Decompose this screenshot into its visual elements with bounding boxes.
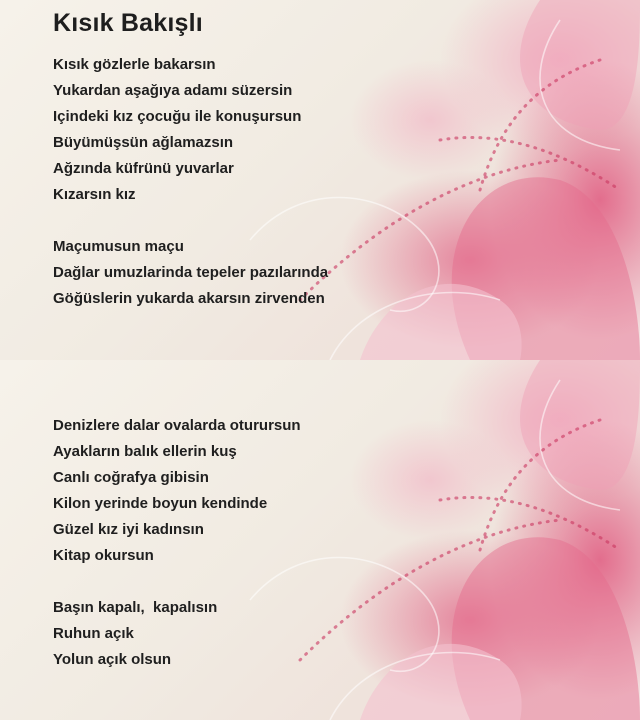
poem-line: Güzel kız iyi kadınsın — [53, 521, 204, 538]
poem-line: Ruhun açık — [53, 625, 134, 642]
poem-line: Kilon yerinde boyun kendinde — [53, 495, 268, 512]
poem-line-blank — [53, 208, 328, 234]
poem-line: Ayakların balık ellerin kuş — [53, 443, 237, 460]
stanza-list-bottom — [53, 413, 301, 673]
poem-line: Maçumusun maçu — [53, 238, 184, 255]
poem-line: Denizlere dalar ovalarda oturursun — [53, 417, 301, 434]
poem-line: Ağzında küfrünü yuvarlar — [53, 160, 234, 177]
poem-line: Kızarsın kız — [53, 186, 136, 203]
poem-title: Kısık Bakışlı — [53, 9, 203, 37]
poem-line: Kitap okursun — [53, 547, 154, 564]
poem-panel-bottom — [0, 360, 640, 720]
poem-line: Dağlar umuzlarinda tepeler pazılarında — [53, 264, 329, 281]
poem-text-bottom — [0, 360, 640, 720]
poem-line: Kısık gözlerle bakarsın — [53, 56, 216, 73]
poem-line: Başın kapalı, kapalısın — [53, 599, 218, 616]
poem-line: Yolun açık olsun — [53, 651, 172, 668]
poem-line: Canlı coğrafya gibisin — [53, 469, 209, 486]
poem-line: Içindeki kız çocuğu ile konuşursun — [53, 108, 302, 125]
poem-line: Göğüslerin yukarda akarsın zirvenden — [53, 290, 325, 307]
stanza-list-top — [53, 52, 328, 312]
poem-line-blank — [53, 569, 301, 595]
poem-line: Yukardan aşağıya adamı süzersin — [53, 82, 293, 99]
poem-line: Büyümüşsün ağlamazsın — [53, 134, 234, 151]
